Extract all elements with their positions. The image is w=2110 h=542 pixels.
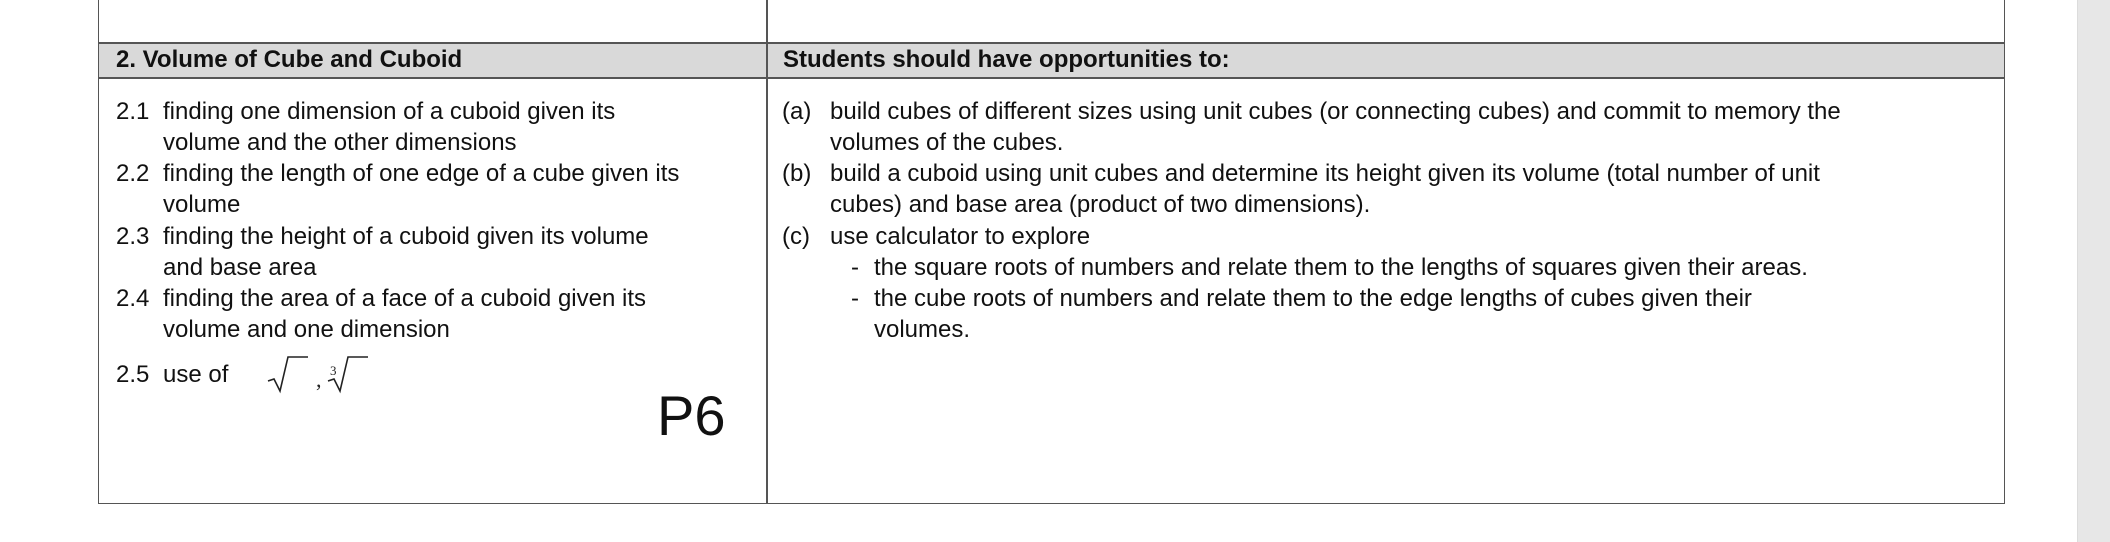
opportunity-label: (a) bbox=[782, 98, 812, 125]
header-topic: 2. Volume of Cube and Cuboid bbox=[116, 46, 463, 73]
objective-text-cont: volume and the other dimensions bbox=[163, 129, 517, 156]
root-separator: , bbox=[316, 367, 322, 392]
sub-item-text-cont: volumes. bbox=[874, 316, 971, 343]
root-symbols-icon bbox=[266, 349, 384, 397]
opportunity-text: build a cuboid using unit cubes and determine its height given its volume (total number of unit bbox=[830, 160, 1820, 187]
objective-text: use of bbox=[163, 361, 229, 388]
curriculum-table bbox=[98, 0, 2005, 504]
objective-text-cont: volume and one dimension bbox=[163, 316, 450, 343]
opportunity-text: use calculator to explore bbox=[830, 223, 1091, 250]
opportunity-label: (b) bbox=[782, 160, 812, 187]
sub-item-text: the cube roots of numbers and relate them to the edge lengths of cubes given their bbox=[874, 285, 1752, 312]
opportunity-text: build cubes of different sizes using unit cubes (or connecting cubes) and commit to memory the bbox=[830, 98, 1841, 125]
objective-text-cont: volume bbox=[163, 191, 241, 218]
opportunity-text-cont: volumes of the cubes. bbox=[830, 129, 1064, 156]
sub-item-dash: - bbox=[851, 254, 859, 281]
opportunity-text-cont: cubes) and base area (product of two dimensions). bbox=[830, 191, 1371, 218]
objective-text: finding the area of a face of a cuboid given its bbox=[163, 285, 646, 312]
sub-item-dash: - bbox=[851, 285, 859, 312]
objective-number: 2.5 bbox=[116, 361, 150, 388]
cube-root-index: 3 bbox=[330, 363, 337, 378]
objective-number: 2.2 bbox=[116, 160, 150, 187]
column-divider bbox=[766, 0, 768, 503]
objective-text: finding one dimension of a cuboid given its bbox=[163, 98, 616, 125]
objective-text: finding the length of one edge of a cube given its bbox=[163, 160, 680, 187]
objective-text-cont: and base area bbox=[163, 254, 317, 281]
objective-number: 2.1 bbox=[116, 98, 150, 125]
header-opportunities: Students should have opportunities to: bbox=[783, 46, 1230, 73]
vertical-scrollbar[interactable] bbox=[2077, 0, 2110, 542]
sub-item-text: the square roots of numbers and relate them to the lengths of squares given their areas. bbox=[874, 254, 1808, 281]
objective-number: 2.4 bbox=[116, 285, 150, 312]
annotation-label: P6 bbox=[657, 384, 726, 447]
objective-text: finding the height of a cuboid given its volume bbox=[163, 223, 649, 250]
opportunity-label: (c) bbox=[782, 223, 810, 250]
objective-number: 2.3 bbox=[116, 223, 150, 250]
